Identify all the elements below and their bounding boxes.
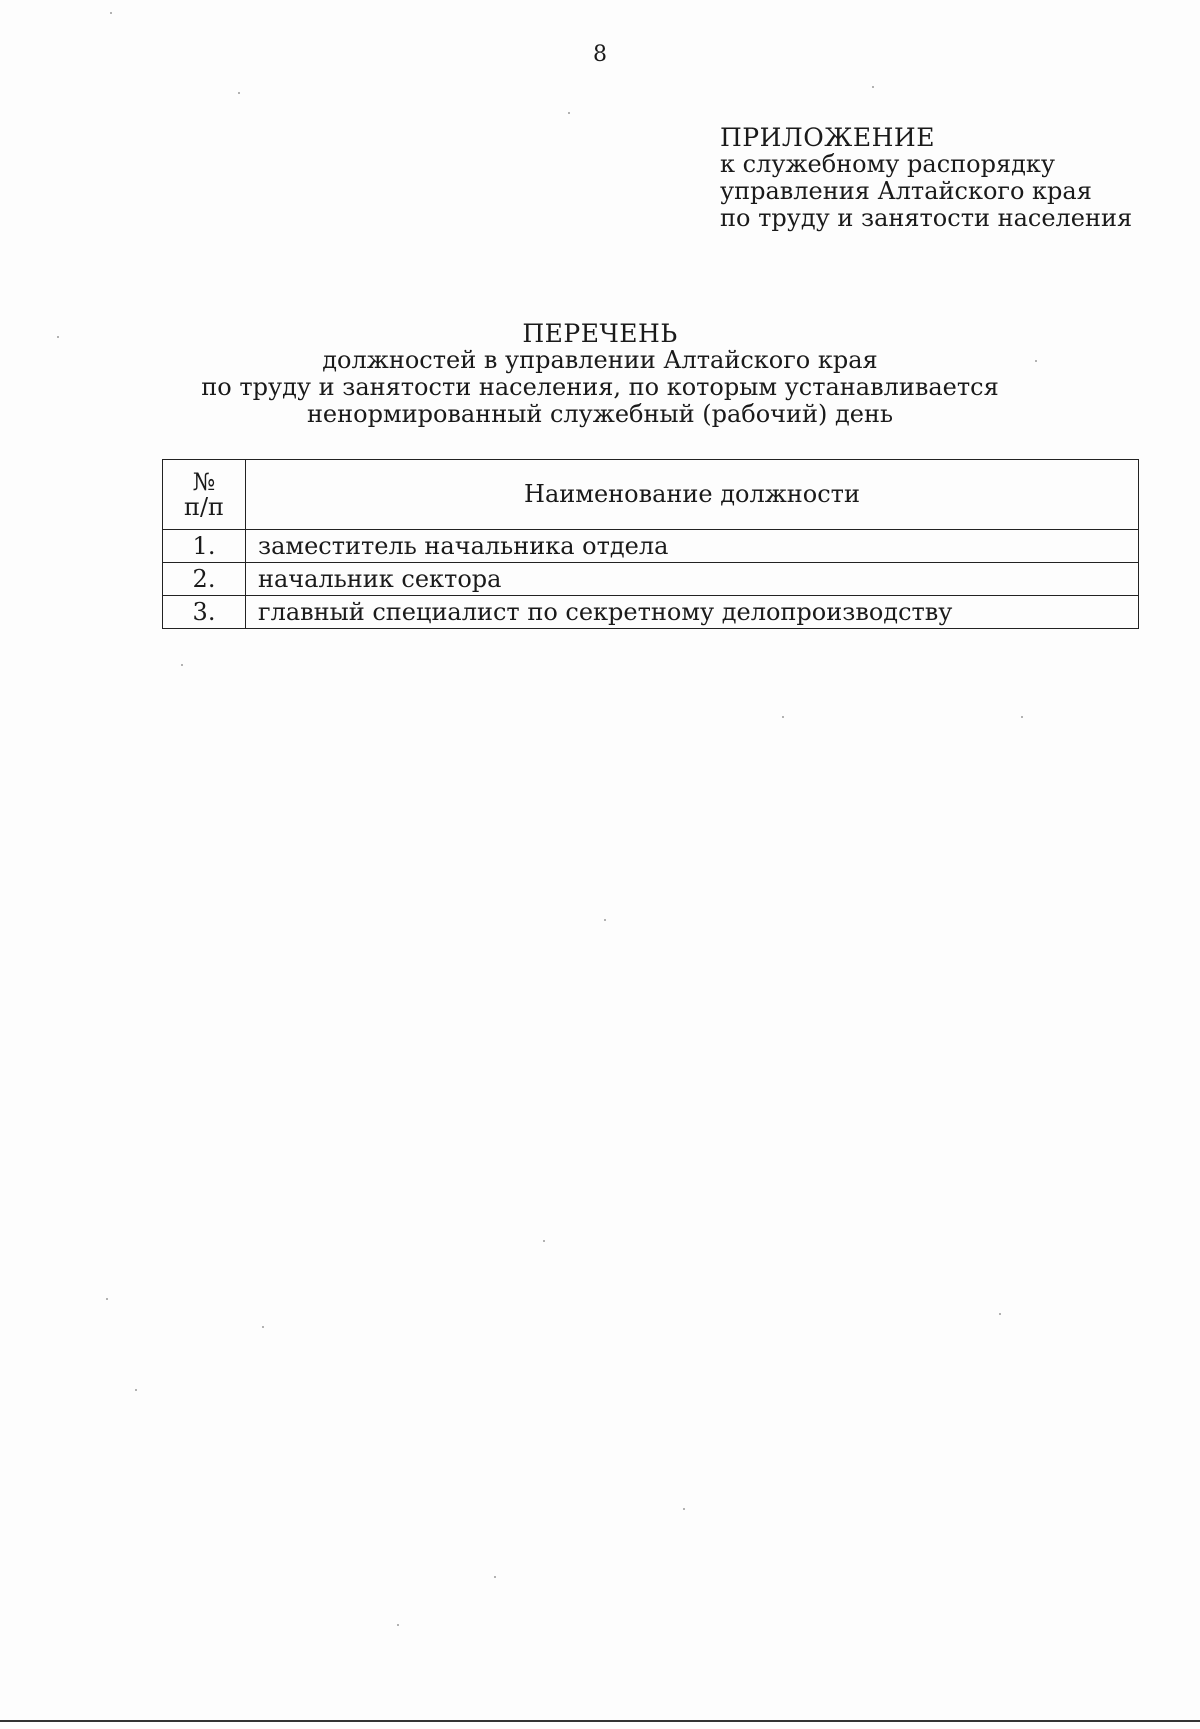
scan-speck (181, 664, 183, 666)
row-position-name: заместитель начальника отдела (246, 530, 1139, 563)
appendix-title: ПРИЛОЖЕНИЕ (720, 123, 935, 152)
scan-speck (683, 1508, 685, 1510)
table-row (163, 563, 1139, 596)
scan-speck (568, 112, 570, 114)
scan-speck (999, 1313, 1001, 1315)
row-position-name: главный специалист по секретному делопроизводству (246, 596, 1139, 629)
table-row (163, 596, 1139, 629)
heading-title: ПЕРЕЧЕНЬ (522, 319, 678, 348)
table-row (163, 530, 1139, 563)
header-number-cell (163, 460, 246, 530)
scan-speck (135, 1389, 137, 1391)
appendix-line-3: по труду и занятости населения (720, 204, 1133, 232)
scan-speck (57, 336, 59, 338)
scan-speck (872, 86, 874, 88)
bottom-scan-edge (0, 1720, 1200, 1722)
table-header-row (163, 460, 1139, 530)
row-number: 2. (163, 563, 246, 596)
scan-speck (397, 1624, 399, 1626)
scan-speck (262, 1326, 264, 1328)
heading-line-2: по труду и занятости населения, по которым устанавливается (201, 373, 999, 401)
page-number: 8 (593, 42, 607, 67)
scan-speck (543, 1240, 545, 1242)
appendix-block (720, 124, 1190, 232)
positions-table (162, 459, 1139, 629)
row-number: 3. (163, 596, 246, 629)
scan-speck (106, 1298, 108, 1300)
heading-line-1: должностей в управлении Алтайского края (322, 346, 878, 374)
document-heading (0, 320, 1200, 428)
scan-speck (238, 92, 240, 94)
header-number-sign: № (192, 467, 216, 496)
scan-speck (1021, 716, 1023, 718)
scan-speck (1035, 360, 1037, 362)
heading-line-3: ненормированный служебный (рабочий) день (306, 400, 894, 428)
header-position-name: Наименование должности (246, 460, 1139, 530)
scan-speck (110, 12, 112, 14)
appendix-line-2: управления Алтайского края (720, 177, 1092, 205)
scan-speck (494, 1576, 496, 1578)
appendix-line-1: к служебному распорядку (720, 150, 1055, 178)
scan-speck (782, 716, 784, 718)
scan-speck (604, 919, 606, 921)
header-number-abbrev: п/п (183, 492, 225, 521)
row-position-name: начальник сектора (246, 563, 1139, 596)
row-number: 1. (163, 530, 246, 563)
